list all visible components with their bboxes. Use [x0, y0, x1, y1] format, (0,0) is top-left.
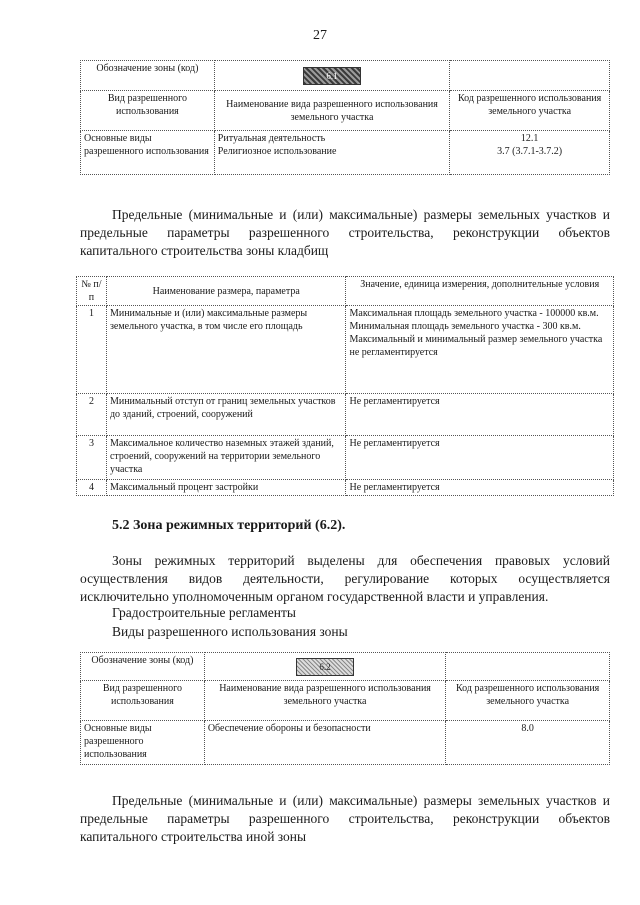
use-name-defense: Обеспечение обороны и безопасности [204, 721, 445, 765]
header-num: № п/п [77, 277, 107, 306]
zone-uses-line: Виды разрешенного использования зоны [112, 624, 348, 639]
use-code-religious: 3.7 (3.7.1-3.7.2) [497, 146, 563, 157]
zone-code-label: Обозначение зоны (код) [81, 61, 215, 91]
col-use-name: Наименование вида разрешенного использования земельного участка [204, 681, 445, 721]
table-row: 2 Минимальный отступ от границ земельных участков до зданий, строений, сооружений Не регламентируется [77, 394, 614, 436]
col-use-name: Наименование вида разрешенного использования земельного участка [214, 91, 449, 131]
col-use-kind: Вид разрешенного использования [81, 91, 215, 131]
row-main-uses-label: Основные виды разрешенного использования [81, 131, 215, 175]
paragraph-other-zone-limits: Предельные (минимальные и (или) максимальные) размеры земельных участков и предельные параметры разрешенного строительства, реконструкции объектов капитального строительства иной зоны [80, 793, 610, 844]
use-code-defense: 8.0 [446, 721, 610, 765]
use-code-ritual: 12.1 [520, 133, 539, 144]
zone-table-cemetery [80, 60, 610, 175]
use-name-religious: Религиозное использование [217, 146, 337, 157]
zone-table-regime [80, 652, 610, 765]
section-heading-5-2: 5.2 Зона режимных территорий (6.2). [112, 518, 346, 533]
page-number: 27 [313, 28, 327, 43]
col-use-code: Код разрешенного использования земельного участка [446, 681, 610, 721]
header-param: Наименование размера, параметра [106, 277, 346, 306]
zone-code-badge: 6.1 [303, 67, 361, 85]
table-row: 4 Максимальный процент застройки Не регламентируется [77, 480, 614, 496]
zone-code-label: Обозначение зоны (код) [81, 653, 205, 681]
limits-table [76, 276, 614, 496]
header-value: Значение, единица измерения, дополнительные условия [346, 277, 614, 306]
use-name-ritual: Ритуальная деятельность [217, 133, 326, 144]
paragraph-cemetery-limits: Предельные (минимальные и (или) максимальные) размеры земельных участков и предельные параметры разрешенного строительства, реконструкции объектов капитального строительства зоны кладбищ [80, 207, 610, 258]
col-use-code: Код разрешенного использования земельного участка [450, 91, 610, 131]
regulations-line: Градостроительные регламенты [112, 605, 296, 620]
table-row: 3 Максимальное количество наземных этажей зданий, строений, сооружений на территории земельного участка Не регламентируется [77, 436, 614, 480]
table-row: 1 Минимальные и (или) максимальные размеры земельного участка, в том числе его площадь Максимальная площадь земельного участка - 100000 кв.м. Минимальная площадь земельного участка - 300 кв.м. Максимальный и минимальный размер земельного участка не регламентируется [77, 306, 614, 394]
col-use-kind: Вид разрешенного использования [81, 681, 205, 721]
paragraph-regime-zones: Зоны режимных территорий выделены для обеспечения правовых условий осуществления видов деятельности, регулирование которых осуществляется исключительно уполномоченным органом государственной власти и управления. [80, 553, 610, 604]
zone-code-badge: 6.2 [296, 658, 354, 676]
row-main-uses-label: Основные виды разрешенного использования [81, 721, 205, 765]
